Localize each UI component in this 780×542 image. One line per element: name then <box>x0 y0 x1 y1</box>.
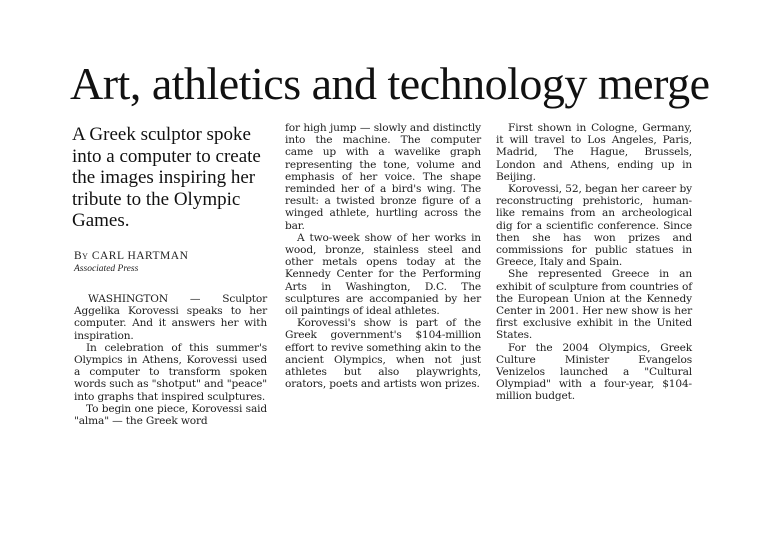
paragraph: First shown in Cologne, Germany, it will travel to Los Angeles, Paris, Madrid, The Hague, Brussels, London and Athens, ending up in Beijing. <box>496 122 692 183</box>
paragraph: In celebration of this summer's Olympics in Athens, Korovessi used a computer to transform spoken words such as "shotput" and "peace" into graphs that inspired sculptures. <box>74 341 267 403</box>
paragraph: for high jump — slowly and distinctly into the machine. The computer came up with a wavelike graph representing the tone, volume and emphasis of her voice. The shape reminded her of a bird's wing. The result: a twisted bronze figure of a winged athlete, hurtling across the bar. <box>285 122 481 232</box>
paragraph: Korovessi, 52, began her career by reconstructing prehistoric, human-like remains from an archeological dig for a scientific conference. Since then she has won prizes and commissions for public statues in Greece, Italy and Spain. <box>496 183 692 269</box>
paragraph: A two-week show of her works in wood, bronze, stainless steel and other metals opens today at the Kennedy Center for the Performing Arts in Washington, D.C. The sculptures are accompanied by her oil paintings of ideal athletes. <box>285 231 481 318</box>
paragraph: For the 2004 Olympics, Greek Culture Minister Evangelos Venizelos launched a "Cultural Olympiad" with a four-year, $104-million budget. <box>496 341 692 403</box>
article-column-2 <box>285 122 481 390</box>
byline-author: By CARL HARTMAN <box>74 250 189 262</box>
byline-agency: Associated Press <box>74 264 139 274</box>
headline: Art, athletics and technology merge <box>70 58 710 109</box>
paragraph: Korovessi's show is part of the Greek government's $104-million effort to revive something akin to the ancient Olympics, when not just athletes but also playwrights, orators, poets and artists won prizes. <box>285 317 481 391</box>
paragraph: WASHINGTON — Sculptor Aggelika Korovessi speaks to her computer. And it answers her with inspiration. <box>74 293 267 342</box>
paragraph: She represented Greece in an exhibit of sculpture from countries of the European Union at the Kennedy Center in 2001. Her new show is her first exclusive exhibit in the United States. <box>496 268 692 342</box>
article-column-3 <box>496 122 692 403</box>
deck-subheadline: A Greek sculptor spoke into a computer to create the images inspiring her tribute to the Olympic Games. <box>72 124 261 231</box>
article-column-1 <box>74 293 267 427</box>
byline <box>74 250 264 276</box>
paragraph: To begin one piece, Korovessi said "alma" — the Greek word <box>74 402 267 428</box>
